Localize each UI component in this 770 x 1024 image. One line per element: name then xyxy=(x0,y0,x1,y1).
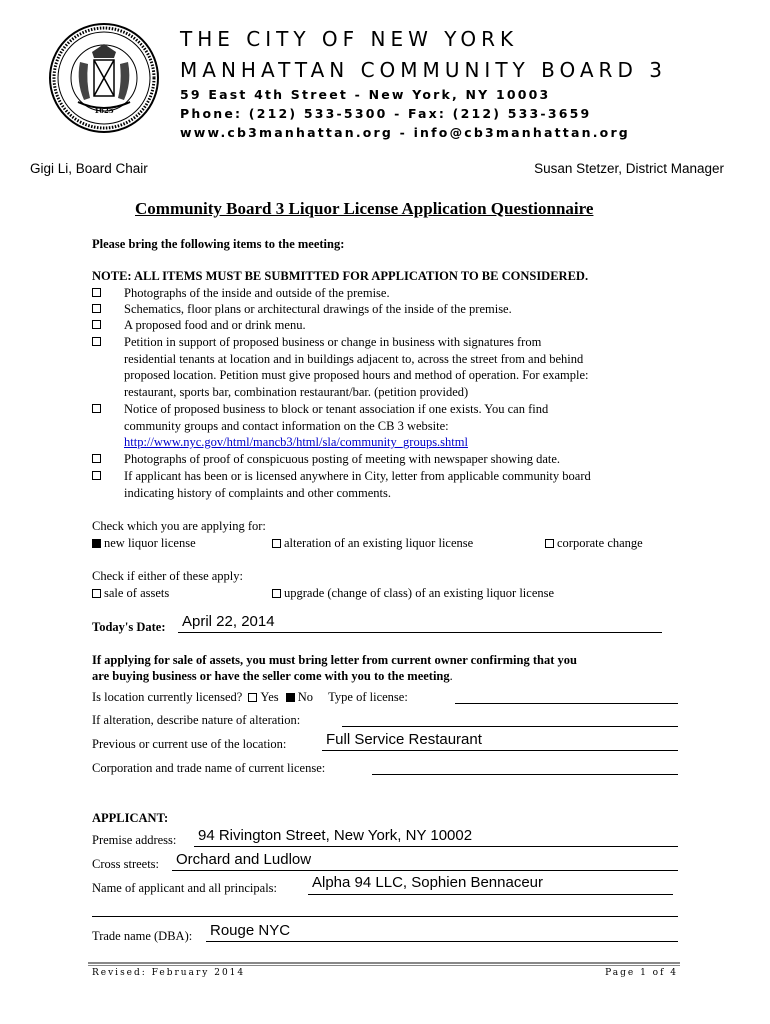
licensed-label: Is location currently licensed? xyxy=(92,690,243,704)
license-type-line[interactable] xyxy=(455,703,678,704)
previous-use-value[interactable]: Full Service Restaurant xyxy=(326,731,482,748)
checkbox-checked[interactable] xyxy=(286,693,295,702)
cross-streets-line xyxy=(172,870,678,871)
alteration-label: If alteration, describe nature of alteration: xyxy=(92,713,301,727)
city-seal xyxy=(48,22,160,134)
checkbox[interactable] xyxy=(248,693,257,702)
note-heading: NOTE: ALL ITEMS MUST BE SUBMITTED FOR APPLICATION TO BE CONSIDERED. xyxy=(92,269,589,283)
checkbox[interactable] xyxy=(92,454,101,463)
apply-for-label: Check which you are applying for: xyxy=(92,519,266,533)
header-web: www.cb3manhattan.org - info@cb3manhattan.org xyxy=(180,125,630,140)
checkbox[interactable] xyxy=(272,589,281,598)
option-new-license[interactable]: new liquor license xyxy=(92,535,196,552)
header-city: THE CITY OF NEW YORK xyxy=(180,27,519,51)
corp-name-line[interactable] xyxy=(372,774,678,775)
footer-divider-thin xyxy=(88,965,680,966)
checkbox-checked[interactable] xyxy=(92,539,101,548)
header-board: MANHATTAN COMMUNITY BOARD 3 xyxy=(180,58,667,82)
licensed-row: Is location currently licensed? Yes No Type of license: xyxy=(92,690,408,704)
sale-note-period: . xyxy=(449,669,453,683)
premise-value[interactable]: 94 Rivington Street, New York, NY 10002 xyxy=(198,827,473,844)
corp-name-label: Corporation and trade name of current license: xyxy=(92,761,326,775)
bring-items-heading: Please bring the following items to the meeting: xyxy=(92,237,345,251)
checkbox[interactable] xyxy=(545,539,554,548)
checkbox[interactable] xyxy=(92,320,101,329)
checkbox[interactable] xyxy=(92,337,101,346)
board-chair: Gigi Li, Board Chair xyxy=(30,161,148,176)
applicant-extra-line[interactable] xyxy=(92,916,678,917)
either-apply-label: Check if either of these apply: xyxy=(92,569,243,583)
trade-name-line xyxy=(206,941,678,942)
previous-use-label: Previous or current use of the location: xyxy=(92,737,287,751)
previous-use-line xyxy=(322,750,678,751)
cross-streets-value[interactable]: Orchard and Ludlow xyxy=(176,851,312,868)
option-alteration[interactable]: alteration of an existing liquor license xyxy=(272,535,473,552)
checkbox[interactable] xyxy=(92,471,101,480)
date-label: Today's Date: xyxy=(92,620,166,634)
header-address: 59 East 4th Street - New York, NY 10003 xyxy=(180,87,551,102)
checkbox[interactable] xyxy=(92,288,101,297)
applicant-name-value[interactable]: Alpha 94 LLC, Sophien Bennaceur xyxy=(312,874,544,891)
footer-divider xyxy=(88,962,680,964)
premise-label: Premise address: xyxy=(92,833,177,847)
alteration-line[interactable] xyxy=(342,726,678,727)
option-upgrade[interactable]: upgrade (change of class) of an existing liquor license xyxy=(272,585,554,602)
footer-page: Page 1 of 4 xyxy=(605,968,678,978)
applicant-heading: APPLICANT: xyxy=(92,811,169,825)
cross-streets-label: Cross streets: xyxy=(92,857,160,871)
trade-name-value[interactable]: Rouge NYC xyxy=(210,922,291,939)
sale-note-2: are buying business or have the seller come with you to the meeting xyxy=(92,669,450,683)
district-manager: Susan Stetzer, District Manager xyxy=(534,161,724,176)
license-type-label: Type of license: xyxy=(328,690,408,704)
date-value[interactable]: April 22, 2014 xyxy=(182,613,275,630)
community-groups-link[interactable]: http://www.nyc.gov/html/mancb3/html/sla/community_groups.shtml xyxy=(124,435,468,449)
date-line xyxy=(178,632,662,633)
applicant-name-label: Name of applicant and all principals: xyxy=(92,881,278,895)
checkbox[interactable] xyxy=(92,589,101,598)
option-sale-of-assets[interactable]: sale of assets xyxy=(92,585,169,602)
checkbox[interactable] xyxy=(272,539,281,548)
header-phone: Phone: (212) 533-5300 - Fax: (212) 533-3659 xyxy=(180,106,592,121)
checkbox[interactable] xyxy=(92,404,101,413)
premise-line xyxy=(194,846,678,847)
applicant-name-line xyxy=(308,894,673,895)
sale-note-2-wrap xyxy=(92,668,453,685)
checkbox[interactable] xyxy=(92,304,101,313)
page-title: Community Board 3 Liquor License Application Questionnaire xyxy=(135,199,594,218)
footer-revised: Revised: February 2014 xyxy=(92,968,246,978)
sale-note-1: If applying for sale of assets, you must bring letter from current owner confirming that you xyxy=(92,653,577,667)
trade-name-label: Trade name (DBA): xyxy=(92,929,193,943)
seal-year: 1625 xyxy=(94,106,114,115)
option-corporate-change[interactable]: corporate change xyxy=(545,535,643,552)
